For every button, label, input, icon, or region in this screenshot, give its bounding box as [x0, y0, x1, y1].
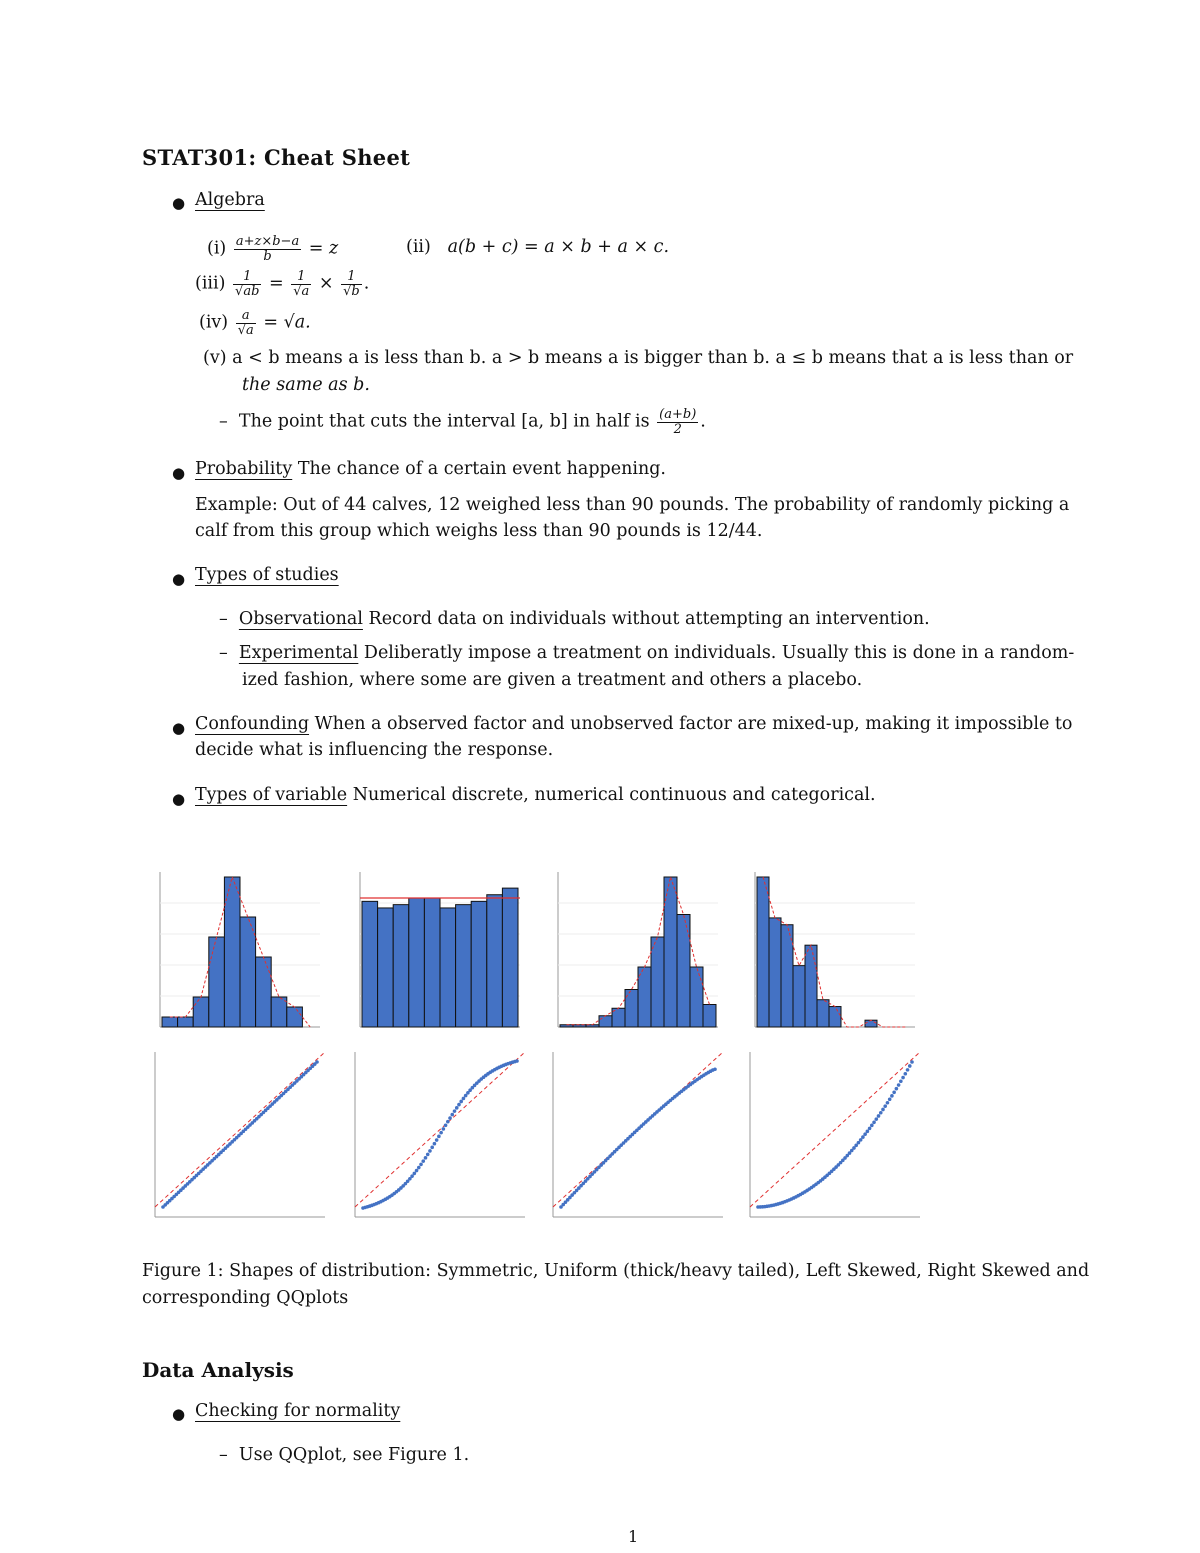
algebra-item-ii — [406, 237, 669, 258]
qq-point — [415, 1169, 419, 1173]
variables-label: Types of variable — [195, 785, 348, 805]
qq-point — [908, 1064, 912, 1068]
qq-point — [435, 1138, 439, 1142]
qq-point — [906, 1068, 910, 1072]
normality-heading — [195, 1401, 400, 1422]
reference-line — [355, 1052, 525, 1207]
histogram-bar — [193, 997, 209, 1027]
qq-point — [874, 1117, 878, 1121]
qq-point — [886, 1101, 890, 1105]
item-label: (v) — [203, 348, 227, 368]
item-label: (ii) — [406, 237, 431, 257]
histogram-bar — [424, 898, 440, 1027]
qq-point — [859, 1138, 863, 1142]
histogram-bar — [287, 1007, 303, 1027]
qq-point — [910, 1060, 914, 1064]
qq-point — [901, 1076, 905, 1080]
qq-point — [892, 1090, 896, 1094]
experimental-text-cont: ized fashion, where some are given a treatment and others a placebo. — [242, 670, 863, 690]
confounding-text: When a observed factor and unobserved factor are mixed-up, making it impossible to — [314, 714, 1073, 734]
bullet-icon: ● — [172, 719, 186, 737]
qq-point — [872, 1120, 876, 1124]
bullet-icon: ● — [172, 1405, 186, 1423]
midpoint-item: – The point that cuts the interval [a, b] in half is $\frac{(a+b)}{2}$ . — [219, 407, 706, 437]
qq-point — [890, 1094, 894, 1098]
qq-point — [895, 1087, 899, 1091]
qq-point — [881, 1108, 885, 1112]
dash-icon: – — [219, 643, 228, 663]
fraction: $\frac{(a+b)}{2}$ — [659, 407, 697, 437]
qq-point — [713, 1067, 717, 1071]
qq-point — [899, 1080, 903, 1084]
probability-example: Example: Out of 44 calves, 12 weighed less than 90 pounds. The probability of randomly picking a — [195, 495, 1070, 515]
bullet-icon: ● — [172, 790, 186, 808]
qq-point — [866, 1130, 870, 1134]
qq-point — [315, 1060, 319, 1064]
histogram-bar — [209, 937, 225, 1027]
histogram-bar — [178, 1017, 194, 1027]
fraction: $\frac{a+z\times b-a}{b}$ — [235, 234, 300, 264]
dash-icon: – — [219, 1445, 228, 1465]
algebra-item-i — [207, 235, 338, 263]
probability-label: Probability — [195, 459, 293, 479]
distribution-figure — [140, 852, 920, 1232]
histogram-bar — [769, 918, 781, 1027]
algebra-item-v — [203, 348, 1073, 369]
histogram-bar — [865, 1020, 877, 1027]
equation-rhs: = z — [308, 238, 339, 259]
item-label: (i) — [207, 238, 227, 259]
equals: = — [268, 273, 284, 294]
qq-point — [450, 1113, 454, 1117]
qq-point — [515, 1059, 519, 1063]
qq-item — [219, 1445, 469, 1466]
qq-point — [426, 1153, 430, 1157]
fraction: $\frac{1}{√ab}$ — [235, 269, 260, 299]
variables-heading — [195, 785, 876, 806]
histogram-bar — [757, 877, 769, 1027]
qq-point — [888, 1098, 892, 1102]
probability-example-cont: calf from this group which weighs less than 90 pounds is 12/44. — [195, 521, 763, 541]
reference-line — [155, 1052, 325, 1207]
probability-heading — [195, 459, 666, 480]
histogram-bar — [829, 1007, 841, 1027]
experimental-label: Experimental — [238, 643, 359, 663]
bullet-icon: ● — [172, 464, 186, 482]
qq-point — [455, 1106, 459, 1110]
qq-point — [897, 1083, 901, 1087]
histogram-bar — [456, 905, 472, 1027]
observational-item — [219, 609, 930, 630]
qq-point — [444, 1123, 448, 1127]
qq-point — [448, 1116, 452, 1120]
qq-point — [442, 1127, 446, 1131]
histogram-bar — [378, 908, 394, 1027]
page-number: 1 — [628, 1527, 639, 1546]
fraction: $\frac{a}{√a}$ — [237, 308, 254, 338]
fraction: $\frac{1}{√a}$ — [293, 269, 310, 299]
qq-point — [424, 1156, 428, 1160]
histogram-bar — [471, 901, 487, 1027]
qq-point — [419, 1163, 423, 1167]
qq-point — [879, 1111, 883, 1115]
qq-point — [883, 1104, 887, 1108]
histogram-bar — [793, 966, 805, 1027]
section-title: Data Analysis — [142, 1358, 294, 1382]
histogram-bar — [638, 967, 651, 1027]
times: × — [318, 273, 334, 294]
qq-point — [904, 1072, 908, 1076]
histogram-bar — [409, 898, 425, 1027]
qq-point — [433, 1142, 437, 1146]
qq-point — [868, 1127, 872, 1131]
experimental-text: Deliberatly impose a treatment on individuals. Usually this is done in a random- — [363, 643, 1075, 663]
histogram-bar — [271, 997, 287, 1027]
histogram-bar — [393, 905, 409, 1027]
qq-point — [877, 1114, 881, 1118]
observational-text: Record data on individuals without attempting an intervention. — [368, 609, 930, 629]
item-label: (iv) — [199, 312, 229, 333]
algebra-heading — [195, 190, 265, 211]
histogram-bar — [805, 945, 817, 1027]
studies-heading — [195, 565, 339, 586]
fraction: $\frac{1}{√b}$ — [343, 269, 360, 299]
qq-point — [457, 1103, 461, 1107]
probability-definition: The chance of a certain event happening. — [297, 459, 666, 479]
algebra-label: Algebra — [195, 190, 265, 210]
reference-line — [750, 1052, 920, 1207]
histogram-bar — [162, 1017, 178, 1027]
dash-icon: – — [219, 411, 228, 432]
qq-point — [428, 1149, 432, 1153]
histogram-bar — [502, 888, 518, 1027]
histogram-bar — [487, 895, 503, 1027]
qq-point — [439, 1131, 443, 1135]
histogram-bar — [703, 1005, 716, 1028]
variables-text: Numerical discrete, numerical continuous and categorical. — [352, 785, 876, 805]
histogram-bar — [817, 1000, 829, 1027]
qq-point — [453, 1109, 457, 1113]
algebra-item-iii: (iii) $\frac{1}{√ab}$ = $\frac{1}{√a}$ × $\frac{1}{√b}$ . — [195, 269, 370, 299]
histogram-bar — [625, 990, 638, 1028]
qq-point — [413, 1172, 417, 1176]
qq-point — [462, 1097, 466, 1101]
histogram-bar — [599, 1016, 612, 1027]
item-text: The point that cuts the interval [a, b] in half is — [238, 411, 650, 432]
figure-caption: Figure 1: Shapes of distribution: Symmetric, Uniform (thick/heavy tailed), Left Skewed, Right Skewed and corresponding QQplots — [142, 1261, 1090, 1308]
page-title: STAT301: Cheat Sheet — [142, 145, 411, 170]
qq-point — [863, 1132, 867, 1136]
normality-label: Checking for normality — [195, 1401, 401, 1421]
figure-panels — [140, 852, 920, 1232]
qq-point — [870, 1124, 874, 1128]
qq-point — [861, 1135, 865, 1139]
experimental-item — [219, 643, 1074, 664]
algebra-item-v-cont: the same as b. — [242, 375, 370, 395]
bullet-icon: ● — [172, 194, 186, 212]
qq-point — [417, 1166, 421, 1170]
qq-text: Use QQplot, see Figure 1. — [238, 1445, 470, 1465]
histogram-bar — [362, 901, 378, 1027]
bullet-icon: ● — [172, 570, 186, 588]
histogram-bar — [690, 967, 703, 1027]
qq-point — [421, 1159, 425, 1163]
histogram-bar — [256, 957, 272, 1027]
qq-point — [437, 1135, 441, 1139]
qq-point — [430, 1146, 434, 1150]
confounding-label: Confounding — [195, 714, 310, 734]
studies-label: Types of studies — [195, 565, 339, 585]
item-label: (iii) — [195, 273, 226, 294]
histogram-bar — [240, 917, 256, 1027]
histogram-bar — [440, 908, 456, 1027]
equation-rhs: = √a. — [263, 312, 311, 333]
observational-label: Observational — [238, 609, 363, 629]
algebra-item-iv — [199, 309, 311, 337]
dash-icon: – — [219, 609, 228, 629]
equation: a(b + c) = a × b + a × c. — [447, 237, 670, 257]
qq-point — [459, 1100, 463, 1104]
confounding-heading — [195, 714, 1072, 735]
item-text: a < b means a is less than b. a > b means a is bigger than b. a ≤ b means that a is less than or — [232, 348, 1074, 368]
qq-point — [446, 1120, 450, 1124]
histogram-bar — [651, 937, 664, 1027]
confounding-text-cont: decide what is influencing the response. — [195, 740, 554, 760]
